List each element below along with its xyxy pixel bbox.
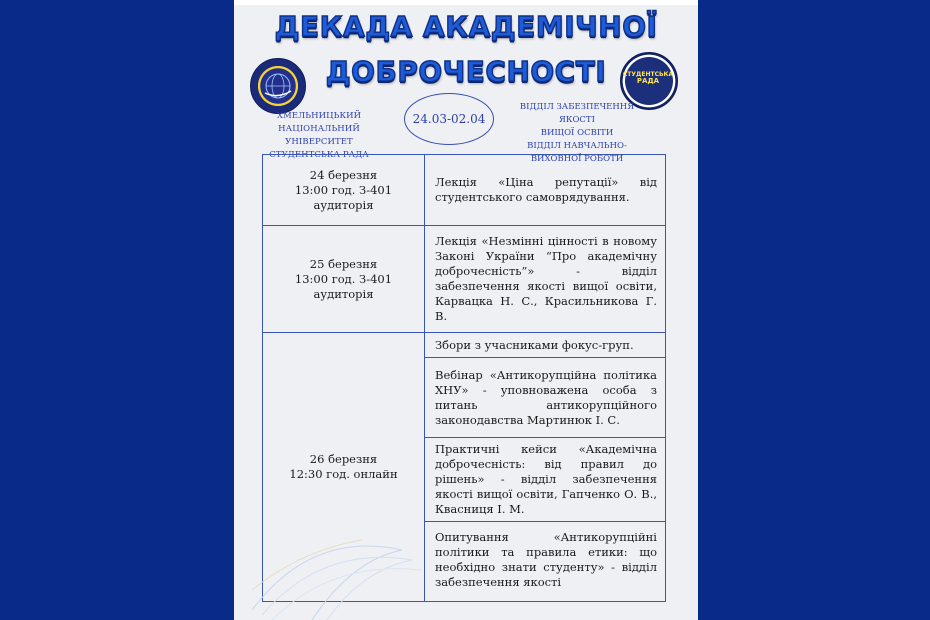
- poster: [234, 0, 698, 620]
- poster-title-line2: ДОБРОЧЕСНОСТІ: [325, 55, 607, 88]
- schedule-event-cell: Лекція «Ціна репутації» від студентського самоврядування.: [425, 155, 666, 226]
- logo-text-line2: РАДА: [636, 77, 660, 85]
- schedule-hour: 13:00 год. З-401: [294, 271, 393, 286]
- logo-text-line1: СТУДЕНТСЬКА: [622, 71, 674, 78]
- org-right-line1: ВІДДІЛ ЗАБЕЗПЕЧЕННЯ ЯКОСТІ: [519, 102, 635, 125]
- schedule-date: 25 березня: [309, 256, 378, 271]
- schedule-room: аудиторія: [313, 286, 374, 301]
- globe-icon: [251, 59, 305, 113]
- table-row: [263, 155, 666, 226]
- date-range-badge: 24.03-02.04: [404, 93, 494, 145]
- org-right-line3: ВІДДІЛ НАВЧАЛЬНО-: [527, 141, 627, 151]
- schedule-event-cell: Практичні кейси «Академічна доброчесність: від правил до рішень» - відділ забезпечення якості вищої освіти, Гапченко О. В., Квасниця І. М.: [425, 438, 666, 522]
- org-right-line2: ВИЩОЇ ОСВІТИ: [540, 128, 614, 138]
- schedule-date: 26 березня: [309, 452, 378, 466]
- table-row: [263, 226, 666, 333]
- schedule-hour: 13:00 год. З-401: [294, 182, 393, 197]
- schedule-event-cell: Опитування «Антикорупційні політики та правила етики: що необхідно знати студенту» - відділ забезпечення якості: [425, 522, 666, 602]
- org-left-line1: ХМЕЛЬНИЦЬКИЙ: [276, 111, 362, 121]
- schedule-date: 24 березня: [309, 167, 378, 182]
- schedule-event-cell: Збори з учасниками фокус-груп.: [425, 333, 666, 358]
- poster-title-line1: ДЕКАДА АКАДЕМІЧНОЇ: [274, 10, 658, 43]
- org-right-line4: ВИХОВНОЇ РОБОТИ: [530, 154, 624, 164]
- org-left-line3: СТУДЕНТСЬКА РАДА: [269, 150, 369, 160]
- org-left-line2: НАЦІОНАЛЬНИЙ УНІВЕРСИТЕТ: [278, 124, 360, 147]
- university-logo-icon: [250, 58, 306, 114]
- schedule-room: аудиторія: [313, 197, 374, 212]
- schedule-hour: 12:30 год. онлайн: [289, 467, 398, 481]
- schedule-time-cell: [263, 333, 425, 602]
- schedule-time-cell: [263, 226, 425, 333]
- student-council-logo-text: [620, 71, 676, 85]
- table-row: [263, 333, 666, 358]
- schedule-time-cell: [263, 155, 425, 226]
- schedule-event-cell: Вебінар «Антикорупційна політика ХНУ» - уповноважена особа з питань антикорупційного законодавства Мартинюк І. С.: [425, 358, 666, 438]
- schedule-event-cell: Лекція «Незмінні цінності в новому Законі України “Про академічну доброчесність”» - відділ забезпечення якості вищої освіти, Карвацка Н. С., Красильникова Г. В.: [425, 226, 666, 333]
- schedule-table: [262, 154, 666, 602]
